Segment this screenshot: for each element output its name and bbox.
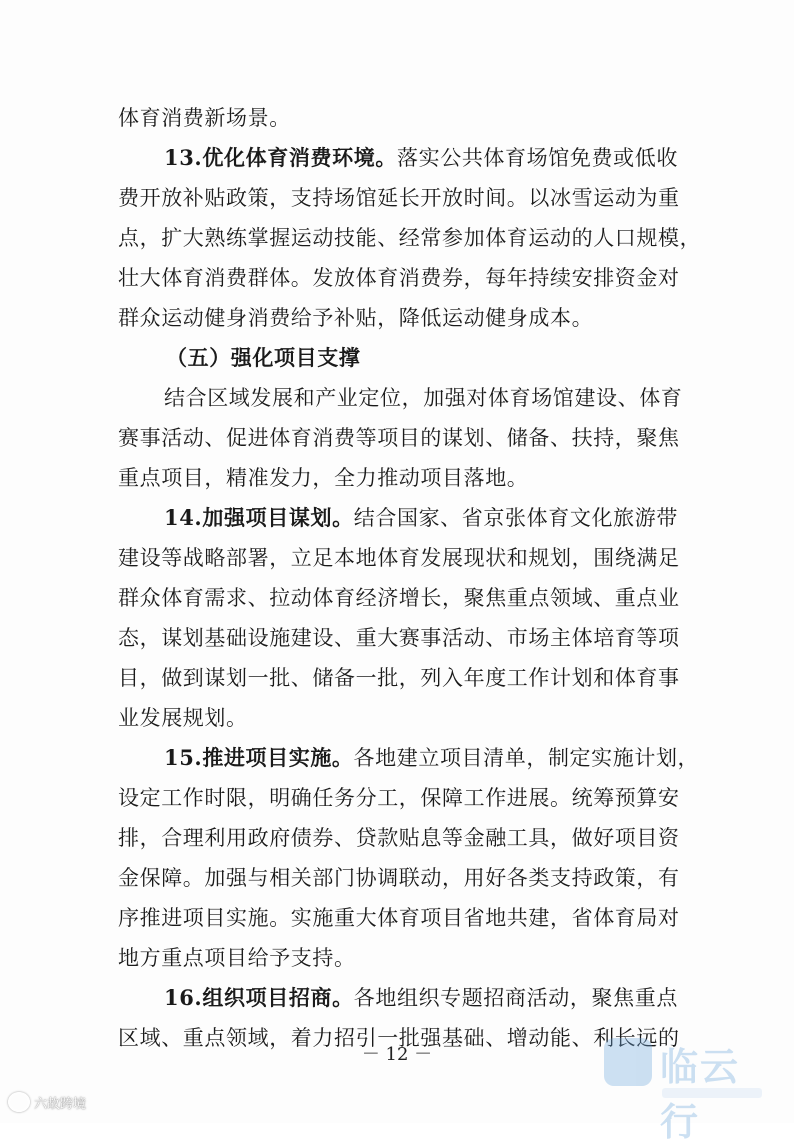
paragraph-line [164,978,678,1018]
watermark-logo-right [600,1030,770,1144]
item-heading-14: 14.加强项目谋划。 [164,505,354,530]
paragraph-line: 建设等战略部署，立足本地体育发展现状和规划，围绕满足 [118,546,680,570]
paragraph-line [164,138,678,178]
paragraph-text: 各地建立项目清单，制定实施计划， [353,746,700,770]
paragraph-line: 体育消费新场景。 [118,106,291,130]
watermark-logo-left [8,1092,86,1112]
page-number: － 12 － [361,1044,433,1065]
watermark-subtext-bar [662,1088,762,1098]
paragraph-line: 费开放补贴政策，支持场馆延长开放时间。以冰雪运动为重 [118,186,680,210]
watermark-text-right: 临云行 [660,1045,741,1144]
paragraph-line: 地方重点项目给予支持。 [118,946,356,970]
paragraph-text: 结合国家、省京张体育文化旅游带 [353,506,678,530]
paragraph-line: 群众运动健身消费给予补贴，降低运动健身成本。 [118,306,594,330]
paragraph-line [164,498,678,538]
item-heading-16: 16.组织项目招商。 [164,985,354,1010]
paragraph-text: 各地组织专题招商活动，聚焦重点 [353,986,678,1010]
item-heading-13: 13.优化体育消费环境。 [164,145,397,170]
paragraph-line: 目，做到谋划一批、储备一批，列入年度工作计划和体育事 [118,666,680,690]
paragraph-line: 排，合理利用政府债券、贷款贴息等金融工具，做好项目资 [118,826,680,850]
paragraph-line: 赛事活动、促进体育消费等项目的谋划、储备、扶持，聚焦 [118,426,680,450]
paragraph-line: 金保障。加强与相关部门协调联动，用好各类支持政策，有 [118,866,680,890]
paragraph-line: 态，谋划基础设施建设、重大赛事活动、市场主体培育等项 [118,626,680,650]
paragraph-line: 群众体育需求、拉动体育经济增长，聚焦重点领域、重点业 [118,586,680,610]
paragraph-line: 序推进项目实施。实施重大体育项目省地共建，省体育局对 [118,906,680,930]
item-heading-15: 15.推进项目实施。 [164,745,354,770]
paragraph-line: 点，扩大熟练掌握运动技能、经常参加体育运动的人口规模， [118,226,702,250]
watermark-circle-icon [8,1092,30,1112]
paragraph-line: 设定工作时限，明确任务分工，保障工作进展。统筹预算安 [118,786,680,810]
paragraph-text: 落实公共体育场馆免费或低收 [396,146,678,170]
paragraph-line: 区域、重点领域，着力招引一批强基础、增动能、利长远的 [118,1026,680,1050]
watermark-plane-icon [604,1038,652,1086]
paragraph-line [164,738,700,778]
section-heading: （五）强化项目支撑 [166,346,361,370]
paragraph-line: 壮大体育消费群体。发放体育消费券，每年持续安排资金对 [118,266,680,290]
paragraph-line: 重点项目，精准发力，全力推动项目落地。 [118,466,529,490]
paragraph-line: 业发展规划。 [118,706,248,730]
paragraph-line: 结合区域发展和产业定位，加强对体育场馆建设、体育 [164,386,683,410]
watermark-text-left: 六故跨境 [34,1096,87,1112]
